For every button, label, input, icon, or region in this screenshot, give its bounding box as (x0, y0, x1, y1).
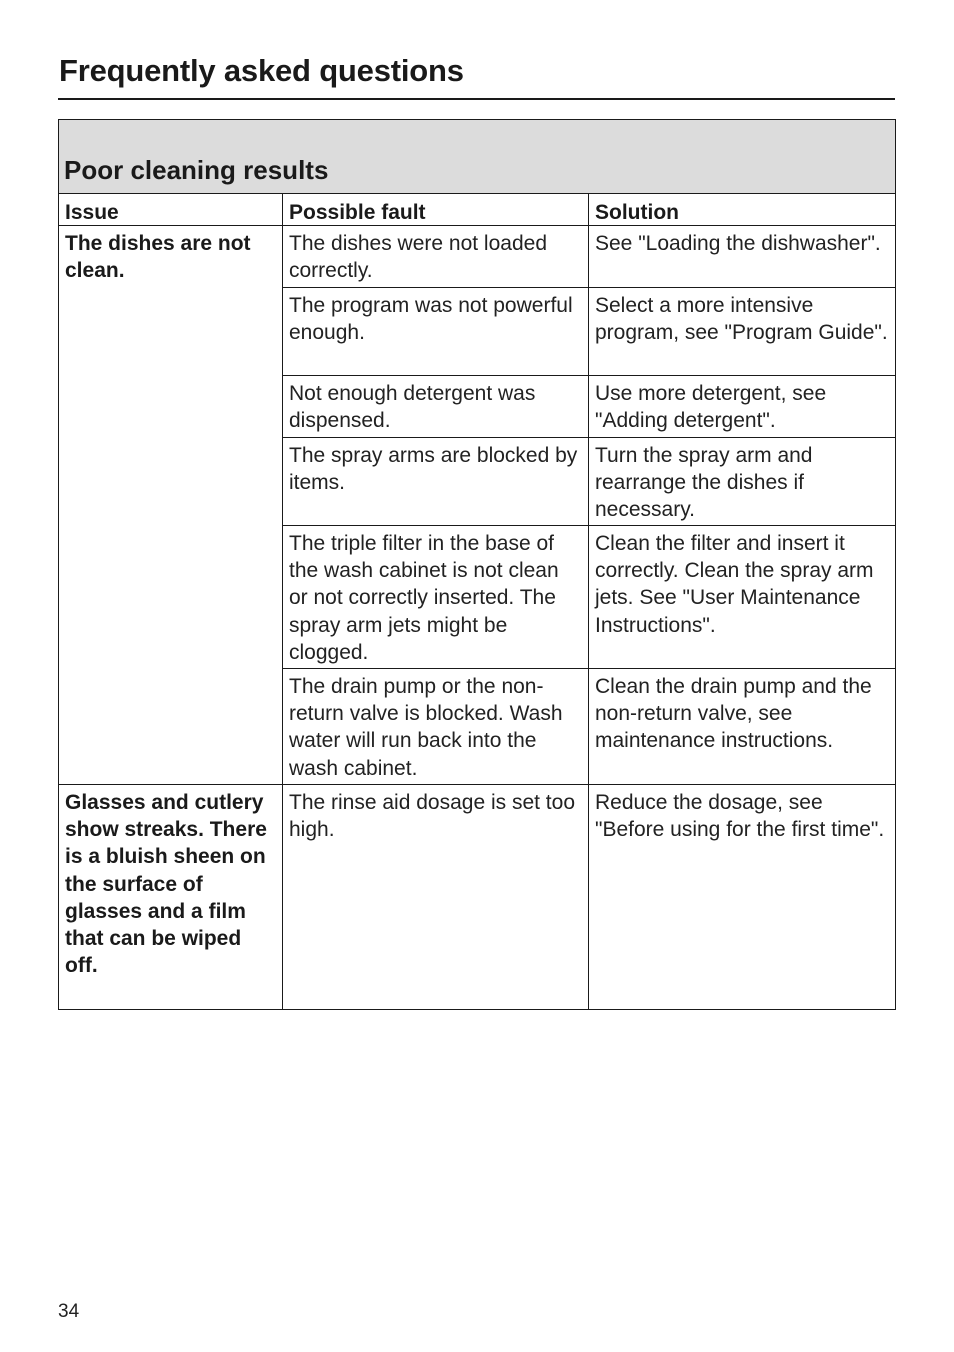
solution-cell: Select a more intensive program, see "Program Guide". (589, 288, 896, 376)
page-number: 34 (58, 1301, 80, 1322)
section-title: Poor cleaning results (59, 120, 896, 194)
page-title: Frequently asked questions (59, 53, 464, 88)
fault-cell: Not enough detergent was dispensed. (283, 376, 589, 438)
solution-cell: Reduce the dosage, see "Before using for the first time". (589, 785, 896, 1010)
column-header-row (59, 194, 896, 226)
fault-cell: The drain pump or the non-return valve is blocked. Wash water will run back into the wash cabinet. (283, 669, 589, 785)
fault-cell: The triple filter in the base of the wash cabinet is not clean or not correctly inserted. The spray arm jets might be clogged. (283, 526, 589, 669)
column-header-fault: Possible fault (283, 194, 589, 226)
solution-cell: Use more detergent, see "Adding detergent". (589, 376, 896, 438)
column-header-solution: Solution (589, 194, 896, 226)
fault-cell: The spray arms are blocked by items. (283, 438, 589, 526)
issue-cell: The dishes are not clean. (59, 226, 283, 785)
fault-cell: The program was not powerful enough. (283, 288, 589, 376)
solution-cell: Clean the drain pump and the non-return valve, see maintenance instructions. (589, 669, 896, 785)
fault-cell: The dishes were not loaded correctly. (283, 226, 589, 288)
table-row (59, 226, 896, 288)
issue-cell: Glasses and cutlery show streaks. There is a bluish sheen on the surface of glasses and a film that can be wiped off. (59, 785, 283, 1010)
title-divider (58, 98, 895, 100)
solution-cell: Clean the filter and insert it correctly. Clean the spray arm jets. See "User Maintenance Instructions". (589, 526, 896, 669)
fault-cell: The rinse aid dosage is set too high. (283, 785, 589, 1010)
table-row (59, 785, 896, 1010)
section-header-row (59, 120, 896, 194)
solution-cell: See "Loading the dishwasher". (589, 226, 896, 288)
solution-cell: Turn the spray arm and rearrange the dishes if necessary. (589, 438, 896, 526)
faq-table (58, 119, 896, 1010)
column-header-issue: Issue (59, 194, 283, 226)
